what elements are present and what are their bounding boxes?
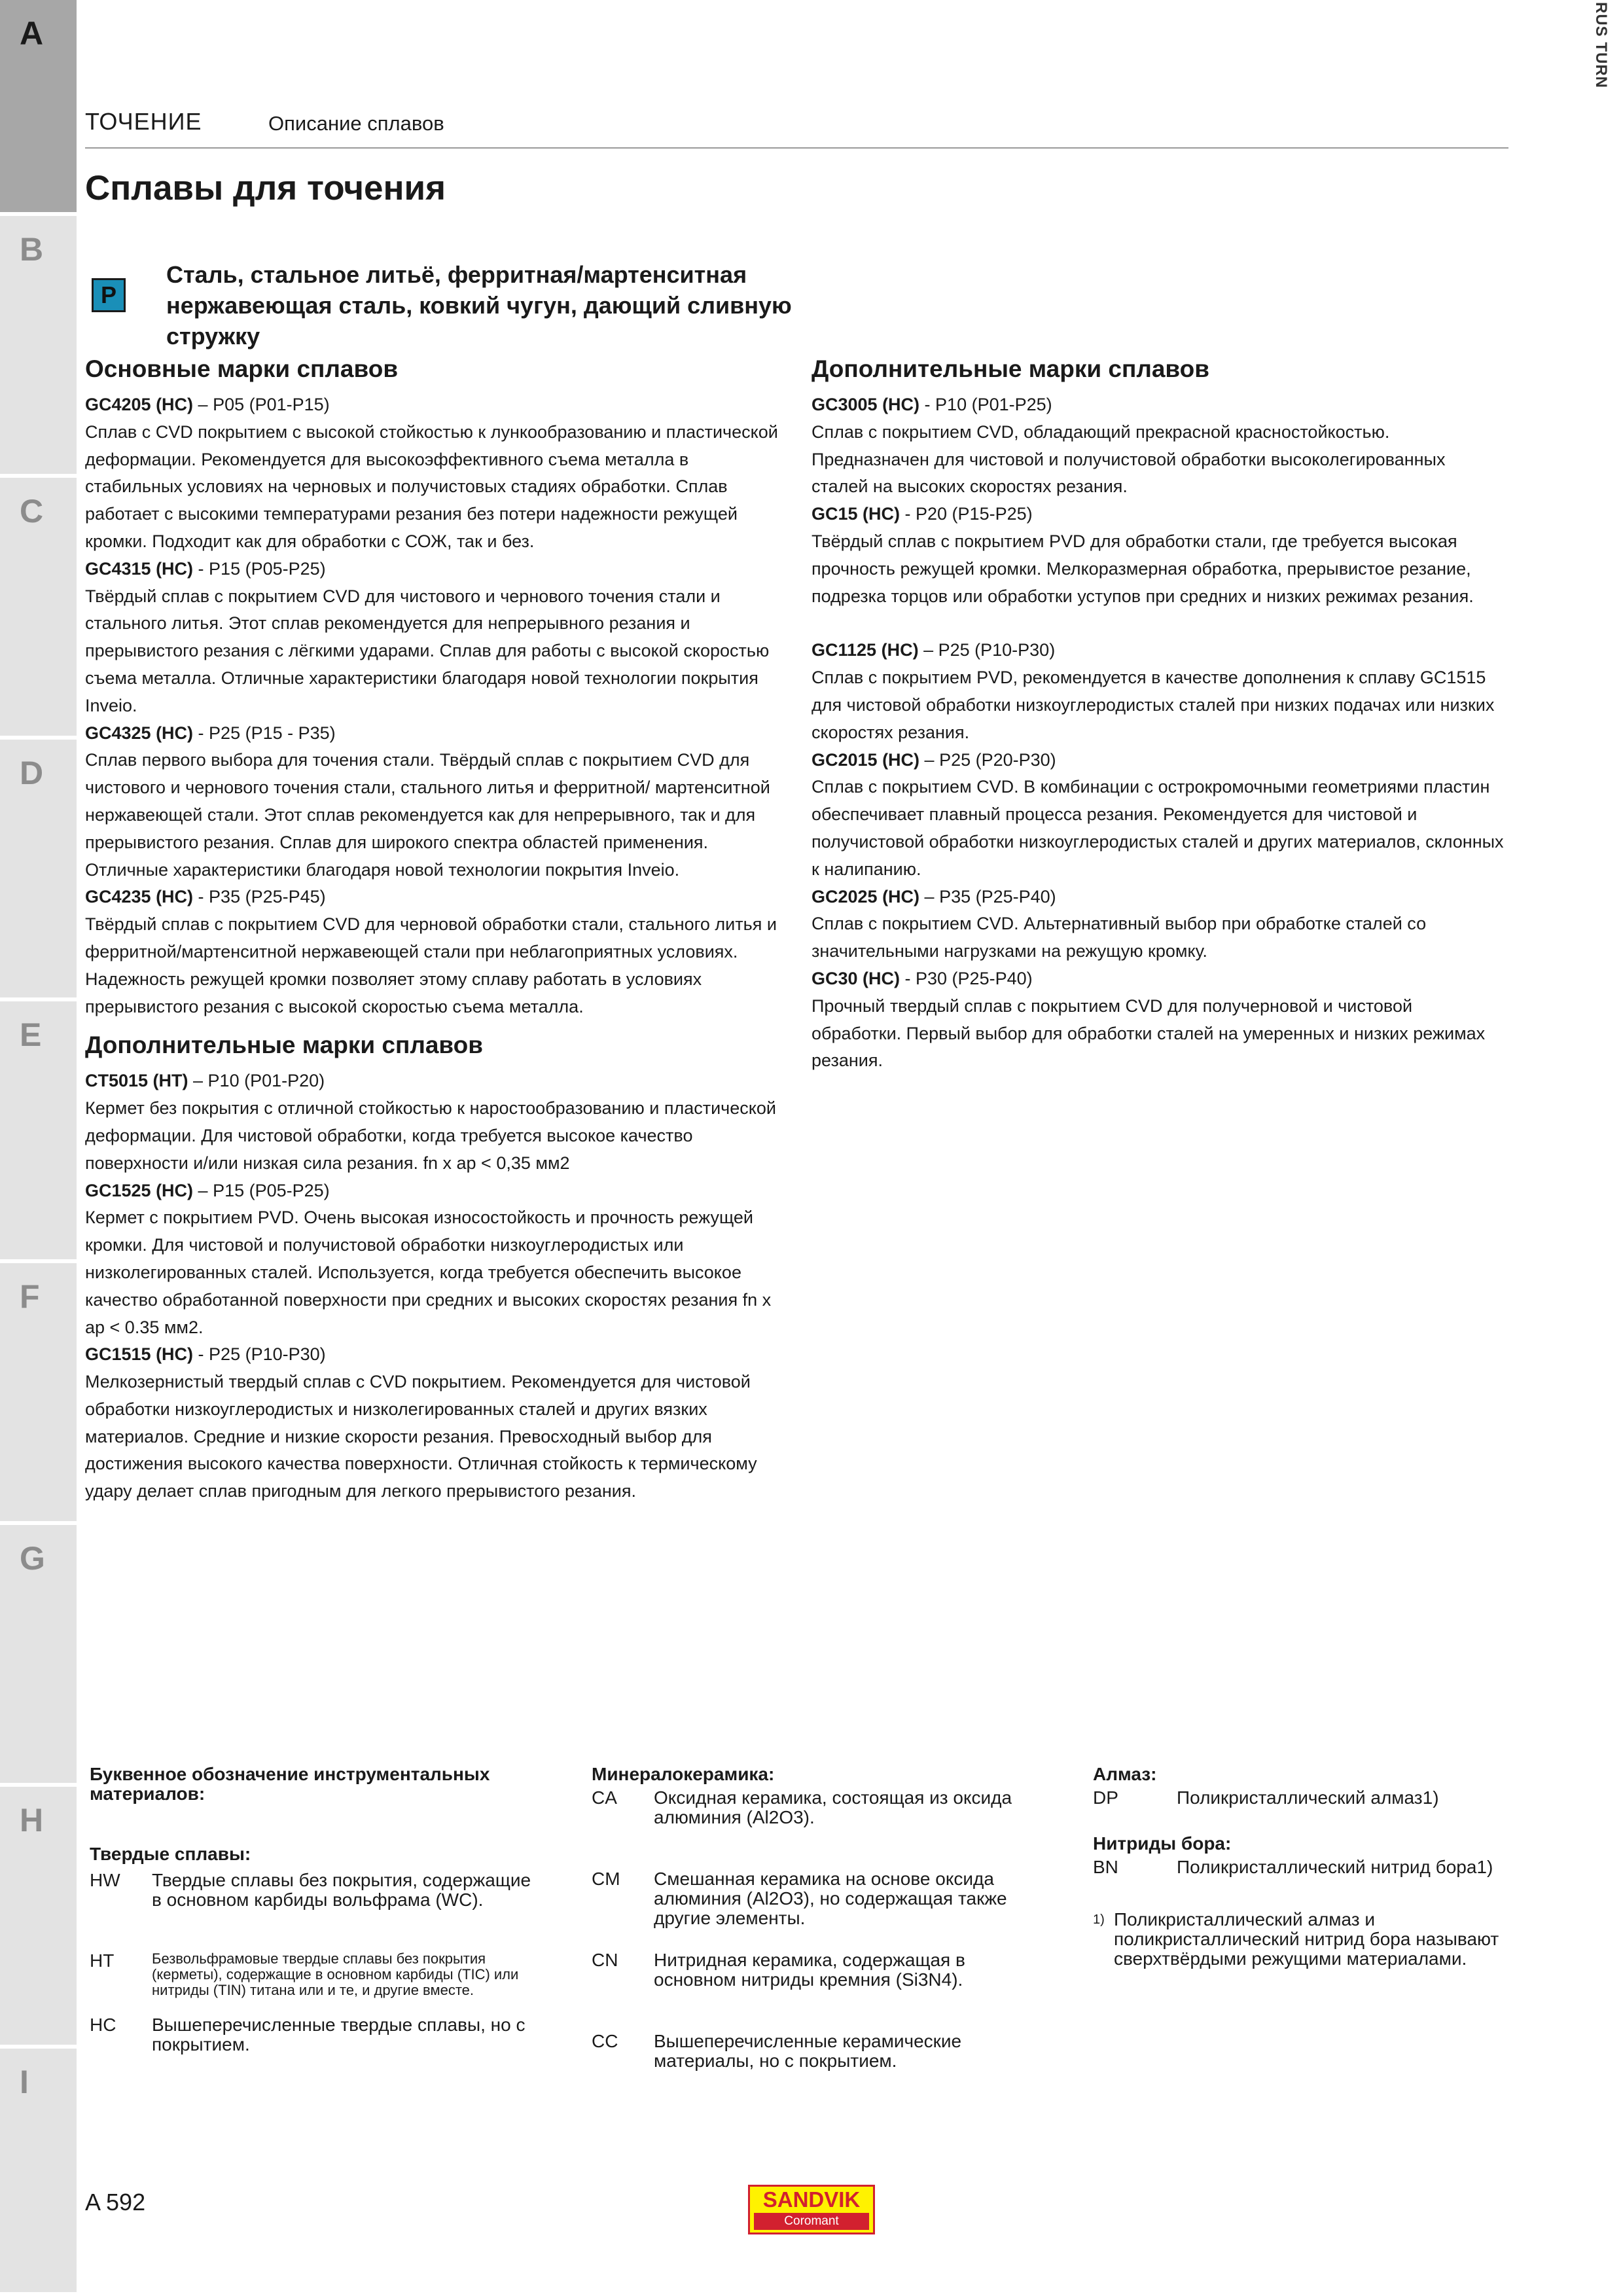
legend-row — [90, 1871, 535, 1951]
grade-code: GC4205 (HC) — [85, 395, 194, 414]
grade-code: GC4325 (HC) — [85, 723, 194, 743]
grade-entry — [85, 556, 779, 720]
grade-description: Кермет с покрытием PVD. Очень высокая износостойкость и прочность режущей кромки. Для чистовой и получистовой обработки низкоуглеродистых или низколегированных сталей. Используется, когда требуется обеспечить высокое качество обработанной поверхности при средних и высоких скоростях резания fn x ap < 0.35 мм2. — [85, 1208, 772, 1337]
grade-code: CT5015 (HT) — [85, 1071, 188, 1091]
legend-abbr: HW — [90, 1870, 120, 1890]
grade-description: Сплав с покрытием CVD. Альтернативный выбор при обработке сталей со значительными нагрузками на режущую кромку. — [812, 914, 1427, 961]
grade-range: – P35 (P25-P40) — [919, 886, 1056, 906]
legend-superhard — [1093, 1765, 1518, 1969]
grade-range: – P25 (P10-P30) — [918, 640, 1056, 660]
legend-row — [90, 2015, 535, 2054]
grade-description: Твёрдый сплав с покрытием CVD для черновой обработки стали, стального литья и ферритной/мартенситной нержавеющей стали при неблагоприятных условиях. Надежность режущей кромки позволяет этому сплаву работать в условиях прерывистого резания с высокой скоростью съема металла. — [85, 914, 777, 1016]
legend-text: Поликристаллический нитрид бора1) — [1177, 1857, 1493, 1877]
grade-entry — [812, 884, 1505, 965]
legend-row — [90, 1951, 535, 2015]
grade-code: GC2015 (HC) — [812, 749, 920, 770]
material-group-badge: P — [92, 278, 126, 312]
grade-entry — [812, 391, 1505, 501]
legend-footnote — [1093, 1910, 1518, 1969]
grade-description: Твёрдый сплав с покрытием PVD для обработки стали, где требуется высокая прочность режущей кромки. Мелкоразмерная обработка, прерывистое резание, подрезка торцов или обработки уступов при средних и низких режимах резания. — [812, 531, 1474, 606]
grade-description: Сплав первого выбора для точения стали. Твёрдый сплав с покрытием CVD для чистового и чернового точения стали, стального литья и ферритной/ мартенситной нержавеющей стали. Этот сплав рекомендуется как для непрерывного, так и для прерывистого резания. Сплав для широкого спектра областей применения. Отличные характеристики благодаря новой технологии покрытия Inveio. — [85, 750, 770, 880]
legend-hardmetals — [90, 1765, 535, 2054]
tab-g[interactable]: G — [0, 1525, 77, 1787]
legend-abbr: BN — [1093, 1857, 1118, 1877]
legend-abbr: CN — [592, 1950, 618, 1970]
grade-description: Кермет без покрытия с отличной стойкостью к наростообразованию и пластической деформации. Для чистовой обработки, когда требуется высокое качество поверхности и/или низкая сила резания. fn x ap < 0,35 мм2 — [85, 1098, 776, 1173]
sandvik-logo — [748, 2185, 875, 2234]
grade-range: - P10 (P01-P25) — [919, 395, 1052, 414]
grade-range: – P05 (P01-P15) — [193, 395, 330, 414]
legend-abbr: DP — [1093, 1787, 1118, 1808]
legend-abbr: HC — [90, 2015, 116, 2035]
subsection-title: Описание сплавов — [268, 112, 444, 135]
legend-row — [592, 2032, 1024, 2071]
legend-text: Вышеперечисленные керамические материалы, но с покрытием. — [654, 2031, 962, 2071]
tab-d[interactable]: D — [0, 740, 77, 1001]
grade-range: - P30 (P25-P40) — [900, 968, 1033, 988]
grade-range: – P15 (P05-P25) — [193, 1180, 330, 1200]
grade-entry — [812, 637, 1505, 746]
tab-e[interactable]: E — [0, 1001, 77, 1263]
legend-title: Буквенное обозначение инструментальных материалов: — [90, 1764, 490, 1804]
legend-subtitle: Твердые сплавы: — [90, 1844, 251, 1864]
logo-line2: Coromant — [754, 2213, 869, 2230]
grade-entry — [85, 1177, 779, 1342]
grade-code: GC3005 (HC) — [812, 395, 920, 414]
legend-text: Твердые сплавы без покрытия, содержащие в основном карбиды вольфрама (WC). — [152, 1870, 531, 1910]
legend-text: Оксидная керамика, состоящая из оксида алюминия (Al2O3). — [654, 1787, 1012, 1827]
page-title: Сплавы для точения — [85, 169, 446, 207]
legend-abbr: CC — [592, 2031, 618, 2051]
grade-code: GC2025 (HC) — [812, 886, 920, 906]
legend-text: Нитридная керамика, содержащая в основном нитриды кремния (Si3N4). — [654, 1950, 965, 1990]
grade-entry — [812, 965, 1505, 1075]
material-group-title: Сталь, стальное литьё, ферритная/мартенситная нержавеющая сталь, ковкий чугун, дающий сливную стружку — [166, 261, 792, 350]
grade-range: – P10 (P01-P20) — [188, 1071, 325, 1091]
legend-ceramics — [592, 1765, 1024, 2071]
section-title: ТОЧЕНИЕ — [85, 108, 202, 135]
grade-entry — [85, 1341, 779, 1505]
extra-grades-heading: Дополнительные марки сплавов — [85, 1031, 484, 1059]
grade-entry — [85, 720, 779, 884]
grade-entry — [85, 391, 779, 556]
grade-entry — [812, 501, 1505, 610]
right-column — [812, 353, 1505, 1075]
main-grades-heading: Основные марки сплавов — [85, 355, 399, 382]
legend-abbr: CM — [592, 1869, 620, 1889]
grade-range: - P35 (P25-P45) — [193, 887, 326, 907]
side-label: RUS TURN — [1592, 2, 1610, 88]
legend-row — [592, 1869, 1024, 1950]
legend-abbr: HT — [90, 1950, 115, 1971]
grade-description: Твёрдый сплав с покрытием CVD для чистового и чернового точения стали и стального литья. Этот сплав рекомендуется для непрерывного резания и прерывистого резания с лёгкими ударами. Сплав для работы с высокой скоростью съема металла. Отличные характеристики благодаря новой технологии покрытия Inveio. — [85, 586, 770, 715]
legend-row — [1093, 1857, 1518, 1910]
legend-row — [592, 1788, 1024, 1869]
tab-h[interactable]: H — [0, 1787, 77, 2049]
page-number: A 592 — [85, 2189, 146, 2215]
grade-entry — [85, 884, 779, 1020]
grade-code: GC30 (HC) — [812, 968, 901, 988]
left-column — [85, 353, 779, 1505]
grade-code: GC15 (HC) — [812, 504, 901, 524]
footnote-text: Поликристаллический алмаз и поликристаллический нитрид бора называют сверхтвёрдыми режущими материалами. — [1114, 1909, 1499, 1969]
logo-line1: SANDVIK — [762, 2187, 861, 2212]
tab-i[interactable]: I — [0, 2049, 77, 2296]
footnote-mark: 1) — [1093, 1912, 1105, 1927]
legend-text: Смешанная керамика на основе оксида алюминия (Al2O3), но содержащая также другие элементы. — [654, 1869, 1007, 1928]
legend-title: Минералокерамика: — [592, 1764, 775, 1784]
grade-description: Мелкозернистый твердый сплав с CVD покрытием. Рекомендуется для чистовой обработки низкоуглеродистых и низколегированных сталей и других вязких материалов. Средние и низкие скорости резания. Превосходный выбор для достижения высокого качества поверхности. Отличная стойкость к термическому удару делает сплав пригодным для легкого прерывистого резания. — [85, 1372, 757, 1501]
grade-range: - P20 (P15-P25) — [900, 504, 1033, 524]
extra-grades-heading-right: Дополнительные марки сплавов — [812, 355, 1210, 382]
grade-code: GC4315 (HC) — [85, 558, 194, 579]
tab-b[interactable]: B — [0, 216, 77, 478]
tab-f[interactable]: F — [0, 1263, 77, 1525]
grade-entry — [812, 747, 1505, 884]
grade-range: - P15 (P05-P25) — [193, 558, 326, 579]
grade-code: GC4235 (HC) — [85, 887, 194, 907]
legend-text: Безвольфрамовые твердые сплавы без покрытия (керметы), содержащие в основном карбиды (TIC) или нитриды (TIN) титана или и те, и другие вместе. — [152, 1950, 519, 1998]
tab-a[interactable]: A — [0, 0, 77, 216]
grade-description: Сплав с покрытием CVD, обладающий прекрасной красностойкостью. Предназначен для чистовой и получистовой обработки высоколегированных сталей на высоких скоростях резания. — [812, 422, 1446, 497]
legend-row — [592, 1950, 1024, 2032]
grade-range: – P25 (P20-P30) — [919, 749, 1056, 770]
legend-title: Нитриды бора: — [1093, 1833, 1232, 1854]
grade-description: Сплав с покрытием PVD, рекомендуется в качестве дополнения к сплаву GC1515 для чистовой обработки низкоуглеродистых сталей при низких подачах или низких скоростях резания. — [812, 668, 1495, 742]
grade-range: - P25 (P10-P30) — [193, 1344, 326, 1365]
legend-abbr: CA — [592, 1787, 617, 1808]
tab-c[interactable]: C — [0, 478, 77, 740]
legend-text: Вышеперечисленные твердые сплавы, но с покрытием. — [152, 2015, 526, 2054]
grade-code: GC1515 (HC) — [85, 1344, 194, 1365]
legend-title: Алмаз: — [1093, 1764, 1157, 1784]
grade-code: GC1125 (HC) — [812, 640, 919, 660]
grade-code: GC1525 (HC) — [85, 1180, 194, 1200]
grade-description: Сплав с CVD покрытием с высокой стойкостью к лункообразованию и пластической деформации. Рекомендуется для высокоэффективного съема металла в стабильных условиях на черновых и получистовых стадиях обработки. Сплав работает с высокими температурами резания без потери надежности режущей кромки. Подходит как для обработки с СОЖ, так и без. — [85, 422, 778, 551]
grade-description: Прочный твердый сплав с покрытием CVD для получерновой и чистовой обработки. Первый выбор для обработки сталей на умеренных и низких режимах резания. — [812, 996, 1486, 1071]
grade-description: Сплав с покрытием CVD. В комбинации с острокромочными геометриями пластин обеспечивает плавный процесса резания. Рекомендуется для чистовой и получистовой обработки низкоуглеродистых сталей и других материалов, склонных к налипанию. — [812, 777, 1504, 879]
grade-range: - P25 (P15 - P35) — [193, 723, 336, 743]
legend-text: Поликристаллический алмаз1) — [1177, 1787, 1439, 1808]
legend-row — [1093, 1788, 1518, 1834]
page-header — [85, 108, 1508, 149]
grade-entry — [85, 1067, 779, 1177]
